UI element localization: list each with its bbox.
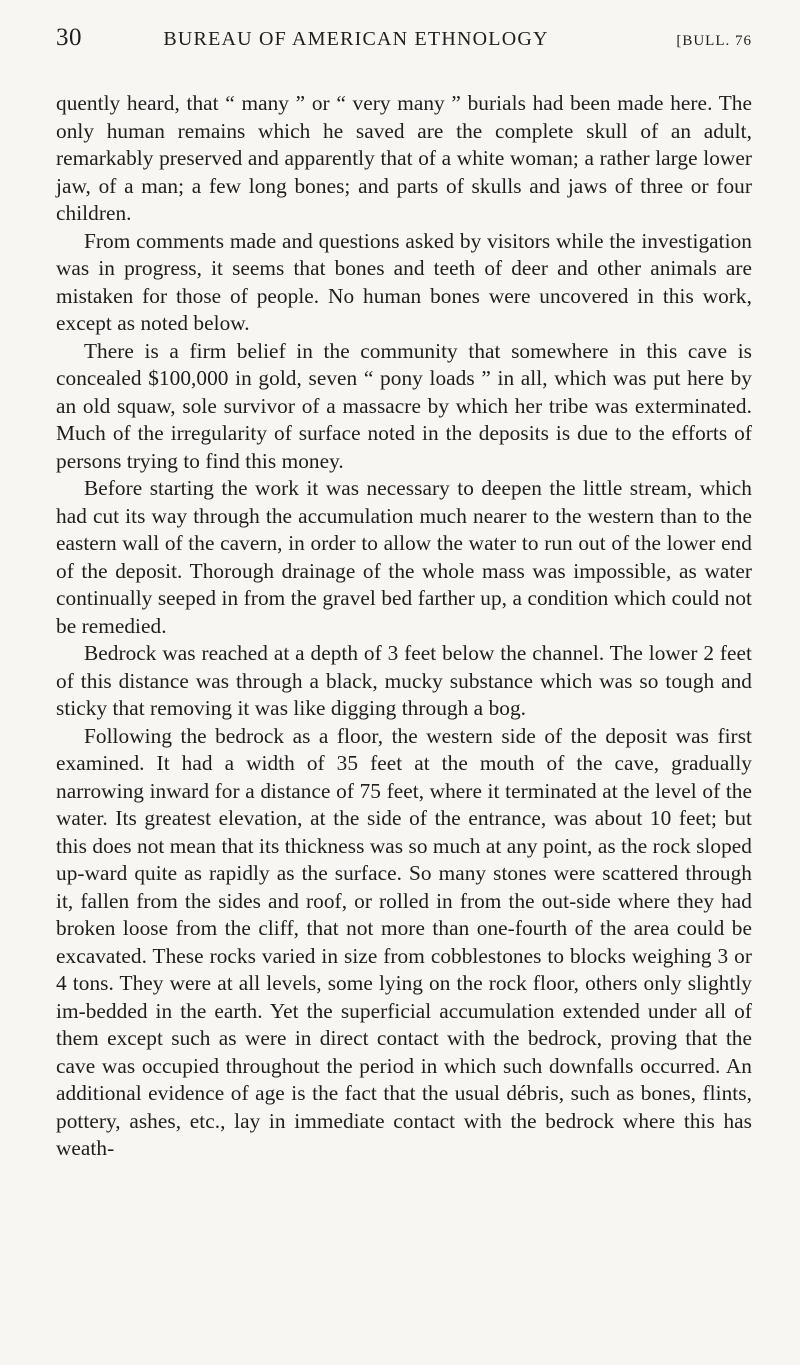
paragraph-continuation: quently heard, that “ many ” or “ very many ” burials had been made here. The only human remains which he saved are the complete skull of an adult, remarkably preserved and apparently that of a white woman; a rather large lower jaw, of a man; a few long bones; and parts of skulls and jaws of three or four children.: [56, 91, 752, 225]
paragraph-hidden-gold: There is a firm belief in the community that somewhere in this cave is concealed $100,000 in gold, seven “ pony loads ” in all, which was put here by an old squaw, sole survivor of a massacre by which her tribe was exterminated. Much of the irregularity of surface noted in the deposits is due to the efforts of persons trying to find this money.: [56, 338, 752, 473]
paragraph-drainage: Before starting the work it was necessary to deepen the little stream, which had cut its way through the accumulation much nearer to the western than to the eastern wall of the cavern, in order to allow the water to run out of the lower end of the deposit. Thorough drainage of the whole mass was impossible, as water continually seeped in from the gravel bed farther up, a condition which could not be remedied.: [56, 476, 752, 638]
paragraph-western-deposit: Following the bedrock as a floor, the western side of the deposit was first examined. It had a width of 35 feet at the mouth of the cave, gradually narrowing inward for a distance of 75 feet, where it terminated at the level of the water. Its greatest elevation, at the side of the entrance, was about 10 feet; but this does not mean that its thickness was so much at any point, as the rock sloped up-ward quite as rapidly as the surface. So many stones were scattered through it, fallen from the sides and roof, or rolled in from the out-side where they had broken loose from the cliff, that not more than one-fourth of the area could be excavated. These rocks varied in size from cobblestones to blocks weighing 3 or 4 tons. They were at all levels, some lying on the rock floor, others only slightly im-bedded in the earth. Yet the superficial accumulation extended under all of them except such as were in direct contact with the bedrock, proving that the cave was occupied throughout the period in which such downfalls occurred. An additional evidence of age is the fact that the usual débris, such as bones, flints, pottery, ashes, etc., lay in immediate contact with the bedrock where this has weath-: [56, 723, 752, 1160]
bulletin-reference: [BULL. 76: [676, 33, 752, 49]
body-text: [56, 90, 752, 1163]
running-head: [56, 24, 752, 60]
running-title: BUREAU OF AMERICAN ETHNOLOGY: [163, 28, 549, 50]
paragraph-visitor-comments: From comments made and questions asked by visitors while the investigation was in progress, it seems that bones and teeth of deer and other animals are mistaken for those of people. No human bones were uncovered in this work, except as noted below.: [56, 228, 752, 335]
page-number: 30: [56, 24, 82, 51]
paragraph-bedrock: Bedrock was reached at a depth of 3 feet below the channel. The lower 2 feet of this distance was through a black, mucky substance which was so tough and sticky that removing it was like digging through a bog.: [56, 641, 752, 720]
